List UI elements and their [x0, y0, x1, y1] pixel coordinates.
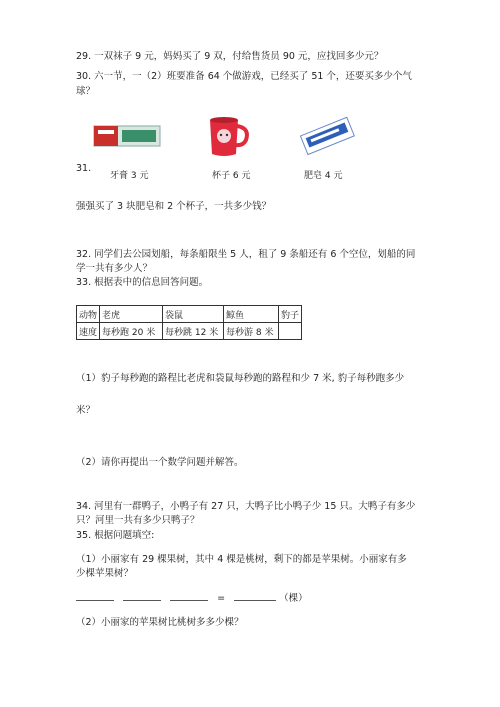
table-cell: 每秒跳 12 米	[163, 323, 224, 340]
table-cell: 每秒游 8 米	[224, 323, 279, 340]
q33-sub1-line1: （1）豹子每秒跑的路程比老虎和袋鼠每秒跑的路程和少 7 米, 豹子每秒跑多少	[76, 373, 405, 384]
table-cell: 袋鼠	[163, 306, 224, 323]
q35-sub2: （2）小丽家的苹果树比桃树多多少棵？	[76, 617, 244, 628]
mug-item	[202, 114, 252, 160]
mug-icon	[202, 114, 252, 160]
q33-sub2: （2）请你再提出一个数学问题并解答。	[76, 457, 244, 468]
q35-title: 35. 根据问题填空:	[76, 530, 155, 541]
table-cell: 老虎	[100, 306, 163, 323]
q33-sub1-line2: 米？	[76, 405, 96, 416]
q30-line2: 球？	[76, 86, 96, 97]
table-cell: 豹子	[279, 306, 302, 323]
mug-label: 杯子 6 元	[212, 171, 251, 181]
q32-line2: 学一共有多少人？	[76, 263, 153, 274]
soap-item	[296, 112, 358, 158]
q32-line1: 32. 同学们去公园划船，每条船限坐 5 人，租了 9 条船还有 6 个空位，划船的同	[76, 249, 416, 260]
answer-blank[interactable]	[123, 592, 161, 601]
q35-fill-line	[76, 592, 308, 605]
toothpaste-item	[92, 118, 164, 152]
table-cell: 每秒跑 20 米	[100, 323, 163, 340]
table-cell: 速度	[77, 323, 100, 340]
speed-table	[76, 305, 302, 340]
toothpaste-icon	[92, 118, 164, 152]
toothpaste-label: 牙膏 3 元	[110, 171, 149, 181]
q34-line1: 34. 河里有一群鸭子，小鸭子有 27 只，大鸭子比小鸭子少 15 只。大鸭子有多少	[76, 501, 416, 512]
q35-sub1-line2: 少棵苹果树？	[76, 568, 134, 579]
q35-sub1-line1: （1）小丽家有 29 棵果树，其中 4 棵是桃树，剩下的都是苹果树。小丽家有多	[76, 554, 407, 565]
soap-icon	[296, 112, 358, 158]
unit-label: （棵）	[279, 593, 308, 604]
answer-blank[interactable]	[234, 592, 276, 601]
soap-label: 肥皂 4 元	[304, 171, 343, 181]
q33-title: 33. 根据表中的信息回答问题。	[76, 277, 209, 288]
q31-question: 强强买了 3 块肥皂和 2 个杯子，一共多少钱？	[76, 201, 272, 212]
table-row	[77, 306, 302, 323]
equals-sign: =	[217, 593, 226, 604]
q34-line2: 只？河里一共有多少只鸭子？	[76, 515, 200, 526]
q31-number: 31.	[76, 163, 92, 174]
table-cell: 动物	[77, 306, 100, 323]
table-row	[77, 323, 302, 340]
table-cell	[279, 323, 302, 340]
answer-blank[interactable]	[76, 592, 114, 601]
q29-text: 29. 一双袜子 9 元，妈妈买了 9 双，付给售货员 90 元，应找回多少元？	[76, 51, 384, 62]
table-cell: 鲸鱼	[224, 306, 279, 323]
q30-line1: 30. 六一节，一（2）班要准备 64 个做游戏，已经买了 51 个，还要买多少个气	[76, 71, 412, 82]
answer-blank[interactable]	[170, 592, 208, 601]
